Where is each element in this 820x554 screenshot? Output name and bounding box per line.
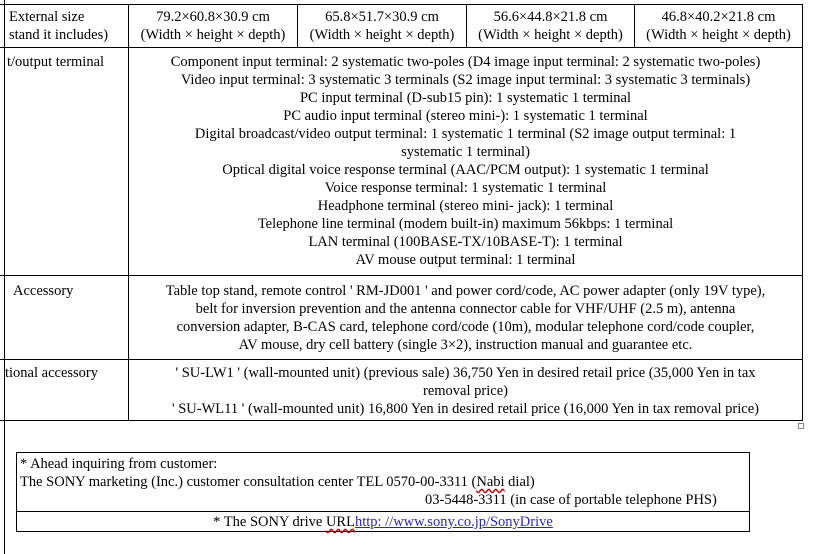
model-3-size-cell xyxy=(466,4,635,48)
optional-accessory-line: ' SU-LW1 ' (wall-mounted unit) (previous sale) 36,750 Yen in desired retail price (35,000 Yen in tax xyxy=(175,365,756,381)
io-terminal-label: t/output terminal xyxy=(7,54,105,70)
model-3-size: 56.6×44.8×21.8 cm xyxy=(493,9,608,25)
optional-accessory-label-cell xyxy=(0,359,129,421)
drive-url-prefix: * The SONY drive xyxy=(213,514,326,530)
inquiry-heading: * Ahead inquiring from customer: xyxy=(20,456,218,472)
io-line: LAN terminal (100BASE-TX/10BASE-T): 1 terminal xyxy=(308,234,623,250)
accessory-line: conversion adapter, B-CAS card, telephone cord/code (10m), modular telephone cord/code coupler, xyxy=(176,319,755,335)
io-line: PC input terminal (D-sub15 pin): 1 systematic 1 terminal xyxy=(299,90,632,106)
company-contact-line xyxy=(20,473,749,491)
accessory-list xyxy=(128,275,803,360)
external-size-label: External size xyxy=(9,9,85,25)
model-1-size-cell xyxy=(128,4,298,48)
io-line: Headphone terminal (stereo mini- jack): 1 terminal xyxy=(317,198,614,214)
model-4-size: 46.8×40.2×21.8 cm xyxy=(661,9,776,25)
company-contact-suffix: dial) xyxy=(504,474,535,490)
optional-accessory-label: tional accessory xyxy=(5,365,99,381)
accessory-line: Table top stand, remote control ' RM-JD001 ' and power cord/code, AC power adapter (only 19V type), xyxy=(165,283,766,299)
model-1-dims: (Width × height × depth) xyxy=(140,27,286,43)
io-terminal-list xyxy=(128,47,803,276)
optional-accessory-line: ' SU-WL11 ' (wall-mounted unit) 16,800 Yen in desired retail price (16,000 Yen in tax removal price) xyxy=(172,401,759,417)
inquiry-box xyxy=(16,452,750,512)
phs-contact-line: 03-5448-3311 (in case of portable telephone PHS) xyxy=(425,492,717,508)
io-line: Video input terminal: 3 systematic 3 terminals (S2 image input terminal: 3 systematic 3 terminals) xyxy=(180,72,751,88)
accessory-line: belt for inversion prevention and the antenna connector cable for VHF/UHF (2.5 m), antenna xyxy=(195,301,736,317)
model-4-dims: (Width × height × depth) xyxy=(646,27,791,43)
io-line: systematic 1 terminal) xyxy=(401,144,530,160)
table-resize-handle[interactable] xyxy=(798,423,804,429)
external-size-label-cont: stand it includes) xyxy=(9,27,109,43)
model-2-size-cell xyxy=(297,4,467,48)
optional-accessory-list xyxy=(128,359,803,421)
io-line: Telephone line terminal (modem built-in) maximum 56kbps: 1 terminal xyxy=(257,216,674,232)
spellcheck-word: Nabi xyxy=(476,474,505,490)
model-2-size: 65.8×51.7×30.9 cm xyxy=(325,9,439,25)
model-2-dims: (Width × height × depth) xyxy=(309,27,455,43)
io-terminal-label-cell xyxy=(0,47,129,276)
model-1-size: 79.2×60.8×30.9 cm xyxy=(156,9,270,25)
accessory-line: AV mouse, dry cell battery (single 3×2), instruction manual and guarantee etc. xyxy=(238,337,693,353)
drive-url-box xyxy=(16,511,750,532)
io-line: Component input terminal: 2 systematic two-poles (D4 image input terminal: 2 systematic two-poles) xyxy=(170,54,761,70)
model-3-dims: (Width × height × depth) xyxy=(478,27,623,43)
io-line: Optical digital voice response terminal (AAC/PCM output): 1 systematic 1 terminal xyxy=(222,162,709,178)
sony-drive-link[interactable]: http: //www.sony.co.jp/SonyDrive xyxy=(354,514,553,530)
drive-url-label: URL xyxy=(325,514,355,530)
company-contact-text: The SONY marketing (Inc.) customer consultation center TEL 0570-00-3311 ( xyxy=(20,474,477,490)
io-line: Voice response terminal: 1 systematic 1 terminal xyxy=(324,180,607,196)
io-line: PC audio input terminal (stereo mini-): 1 systematic 1 terminal xyxy=(283,108,648,124)
io-line: Digital broadcast/video output terminal: 1 systematic 1 terminal (S2 image output terminal: 1 xyxy=(194,126,737,142)
model-4-size-cell xyxy=(634,4,803,48)
external-size-label-cell xyxy=(0,4,129,48)
optional-accessory-line: removal price) xyxy=(423,383,508,399)
accessory-label-cell xyxy=(0,275,129,360)
accessory-label: Accessory xyxy=(13,283,74,299)
io-line: AV mouse output terminal: 1 terminal xyxy=(355,252,576,268)
